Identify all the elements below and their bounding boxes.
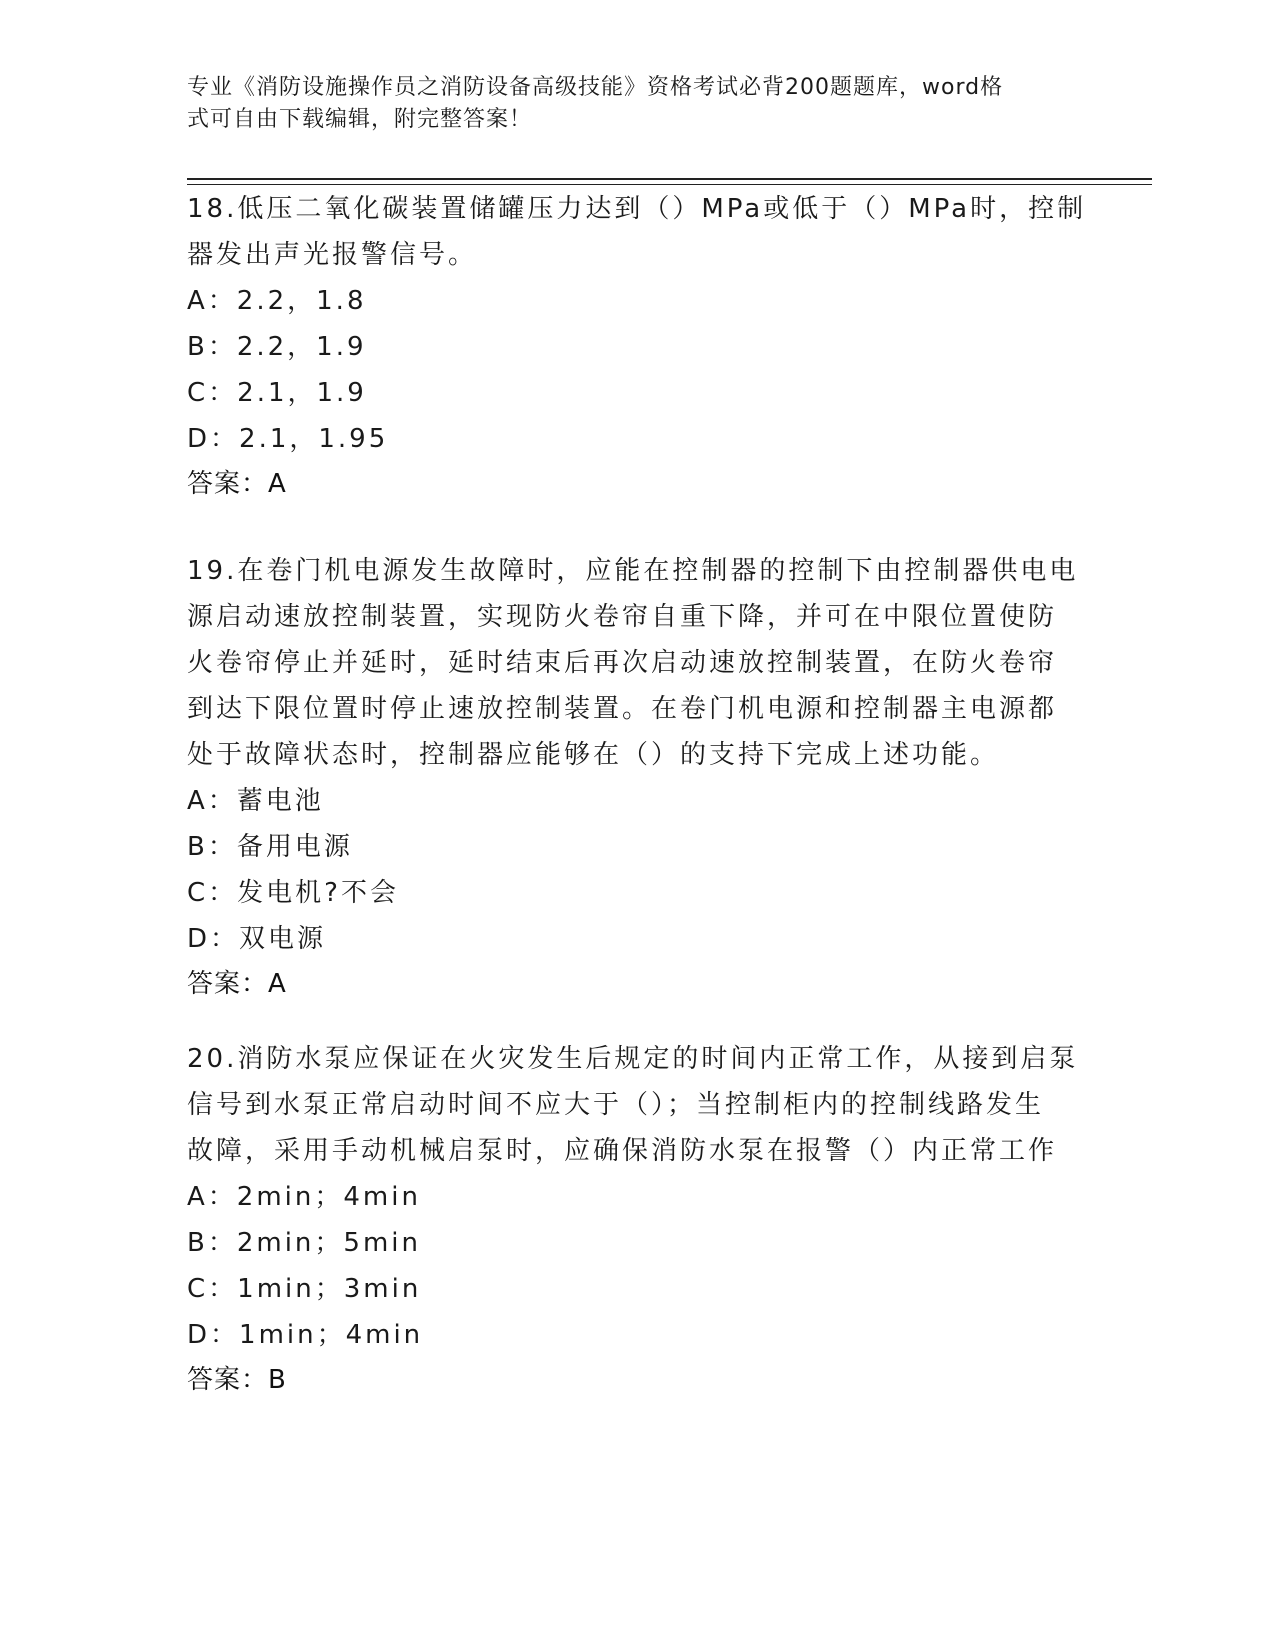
stem-line: 火卷帘停止并延时，延时结束后再次启动速放控制装置，在防火卷帘 xyxy=(187,648,1058,678)
header-title-line-2: 式可自由下载编辑，附完整答案！ xyxy=(187,107,533,132)
header-divider-thin xyxy=(187,184,1152,185)
stem-line: 器发出声光报警信号。 xyxy=(187,240,478,270)
option-a: A：2.2，1.8 xyxy=(187,286,367,316)
stem-line: 信号到水泵正常启动时间不应大于（）；当控制柜内的控制线路发生 xyxy=(187,1090,1045,1120)
option-b: B：备用电源 xyxy=(187,832,353,862)
question-stem xyxy=(187,186,1087,278)
question-18 xyxy=(187,186,1087,506)
question-20 xyxy=(187,1036,1087,1402)
option-a: A：2min；4min xyxy=(187,1182,421,1212)
stem-line: 到达下限位置时停止速放控制装置。在卷门机电源和控制器主电源都 xyxy=(187,694,1058,724)
answer-label: 答案：A xyxy=(187,969,287,999)
option-b: B：2min；5min xyxy=(187,1228,421,1258)
question-stem xyxy=(187,548,1087,778)
option-c: C：2.1，1.9 xyxy=(187,378,367,408)
option-a: A：蓄电池 xyxy=(187,786,324,816)
option-d: D：2.1，1.95 xyxy=(187,424,389,454)
stem-line: 20.消防水泵应保证在火灾发生后规定的时间内正常工作，从接到启泵 xyxy=(187,1044,1079,1074)
option-c: C：1min；3min xyxy=(187,1274,422,1304)
stem-line: 19.在卷门机电源发生故障时，应能在控制器的控制下由控制器供电电 xyxy=(187,556,1079,586)
stem-line: 处于故障状态时，控制器应能够在（）的支持下完成上述功能。 xyxy=(187,740,1000,770)
question-stem xyxy=(187,1036,1087,1174)
option-b: B：2.2，1.9 xyxy=(187,332,367,362)
stem-line: 18.低压二氧化碳装置储罐压力达到（）MPa或低于（）MPa时，控制 xyxy=(187,194,1087,224)
option-c: C：发电机?不会 xyxy=(187,878,399,908)
answer-label: 答案：B xyxy=(187,1365,287,1395)
question-19 xyxy=(187,548,1087,1006)
stem-line: 源启动速放控制装置，实现防火卷帘自重下降，并可在中限位置使防 xyxy=(187,602,1058,632)
answer-label: 答案：A xyxy=(187,469,287,499)
option-d: D：双电源 xyxy=(187,924,327,954)
stem-line: 故障，采用手动机械启泵时，应确保消防水泵在报警（）内正常工作 xyxy=(187,1136,1058,1166)
header-title-line-1: 专业《消防设施操作员之消防设备高级技能》资格考试必背200题题库，word格 xyxy=(187,75,1004,100)
option-d: D：1min；4min xyxy=(187,1320,424,1350)
document-header xyxy=(187,72,1067,136)
header-divider-thick xyxy=(187,178,1152,180)
